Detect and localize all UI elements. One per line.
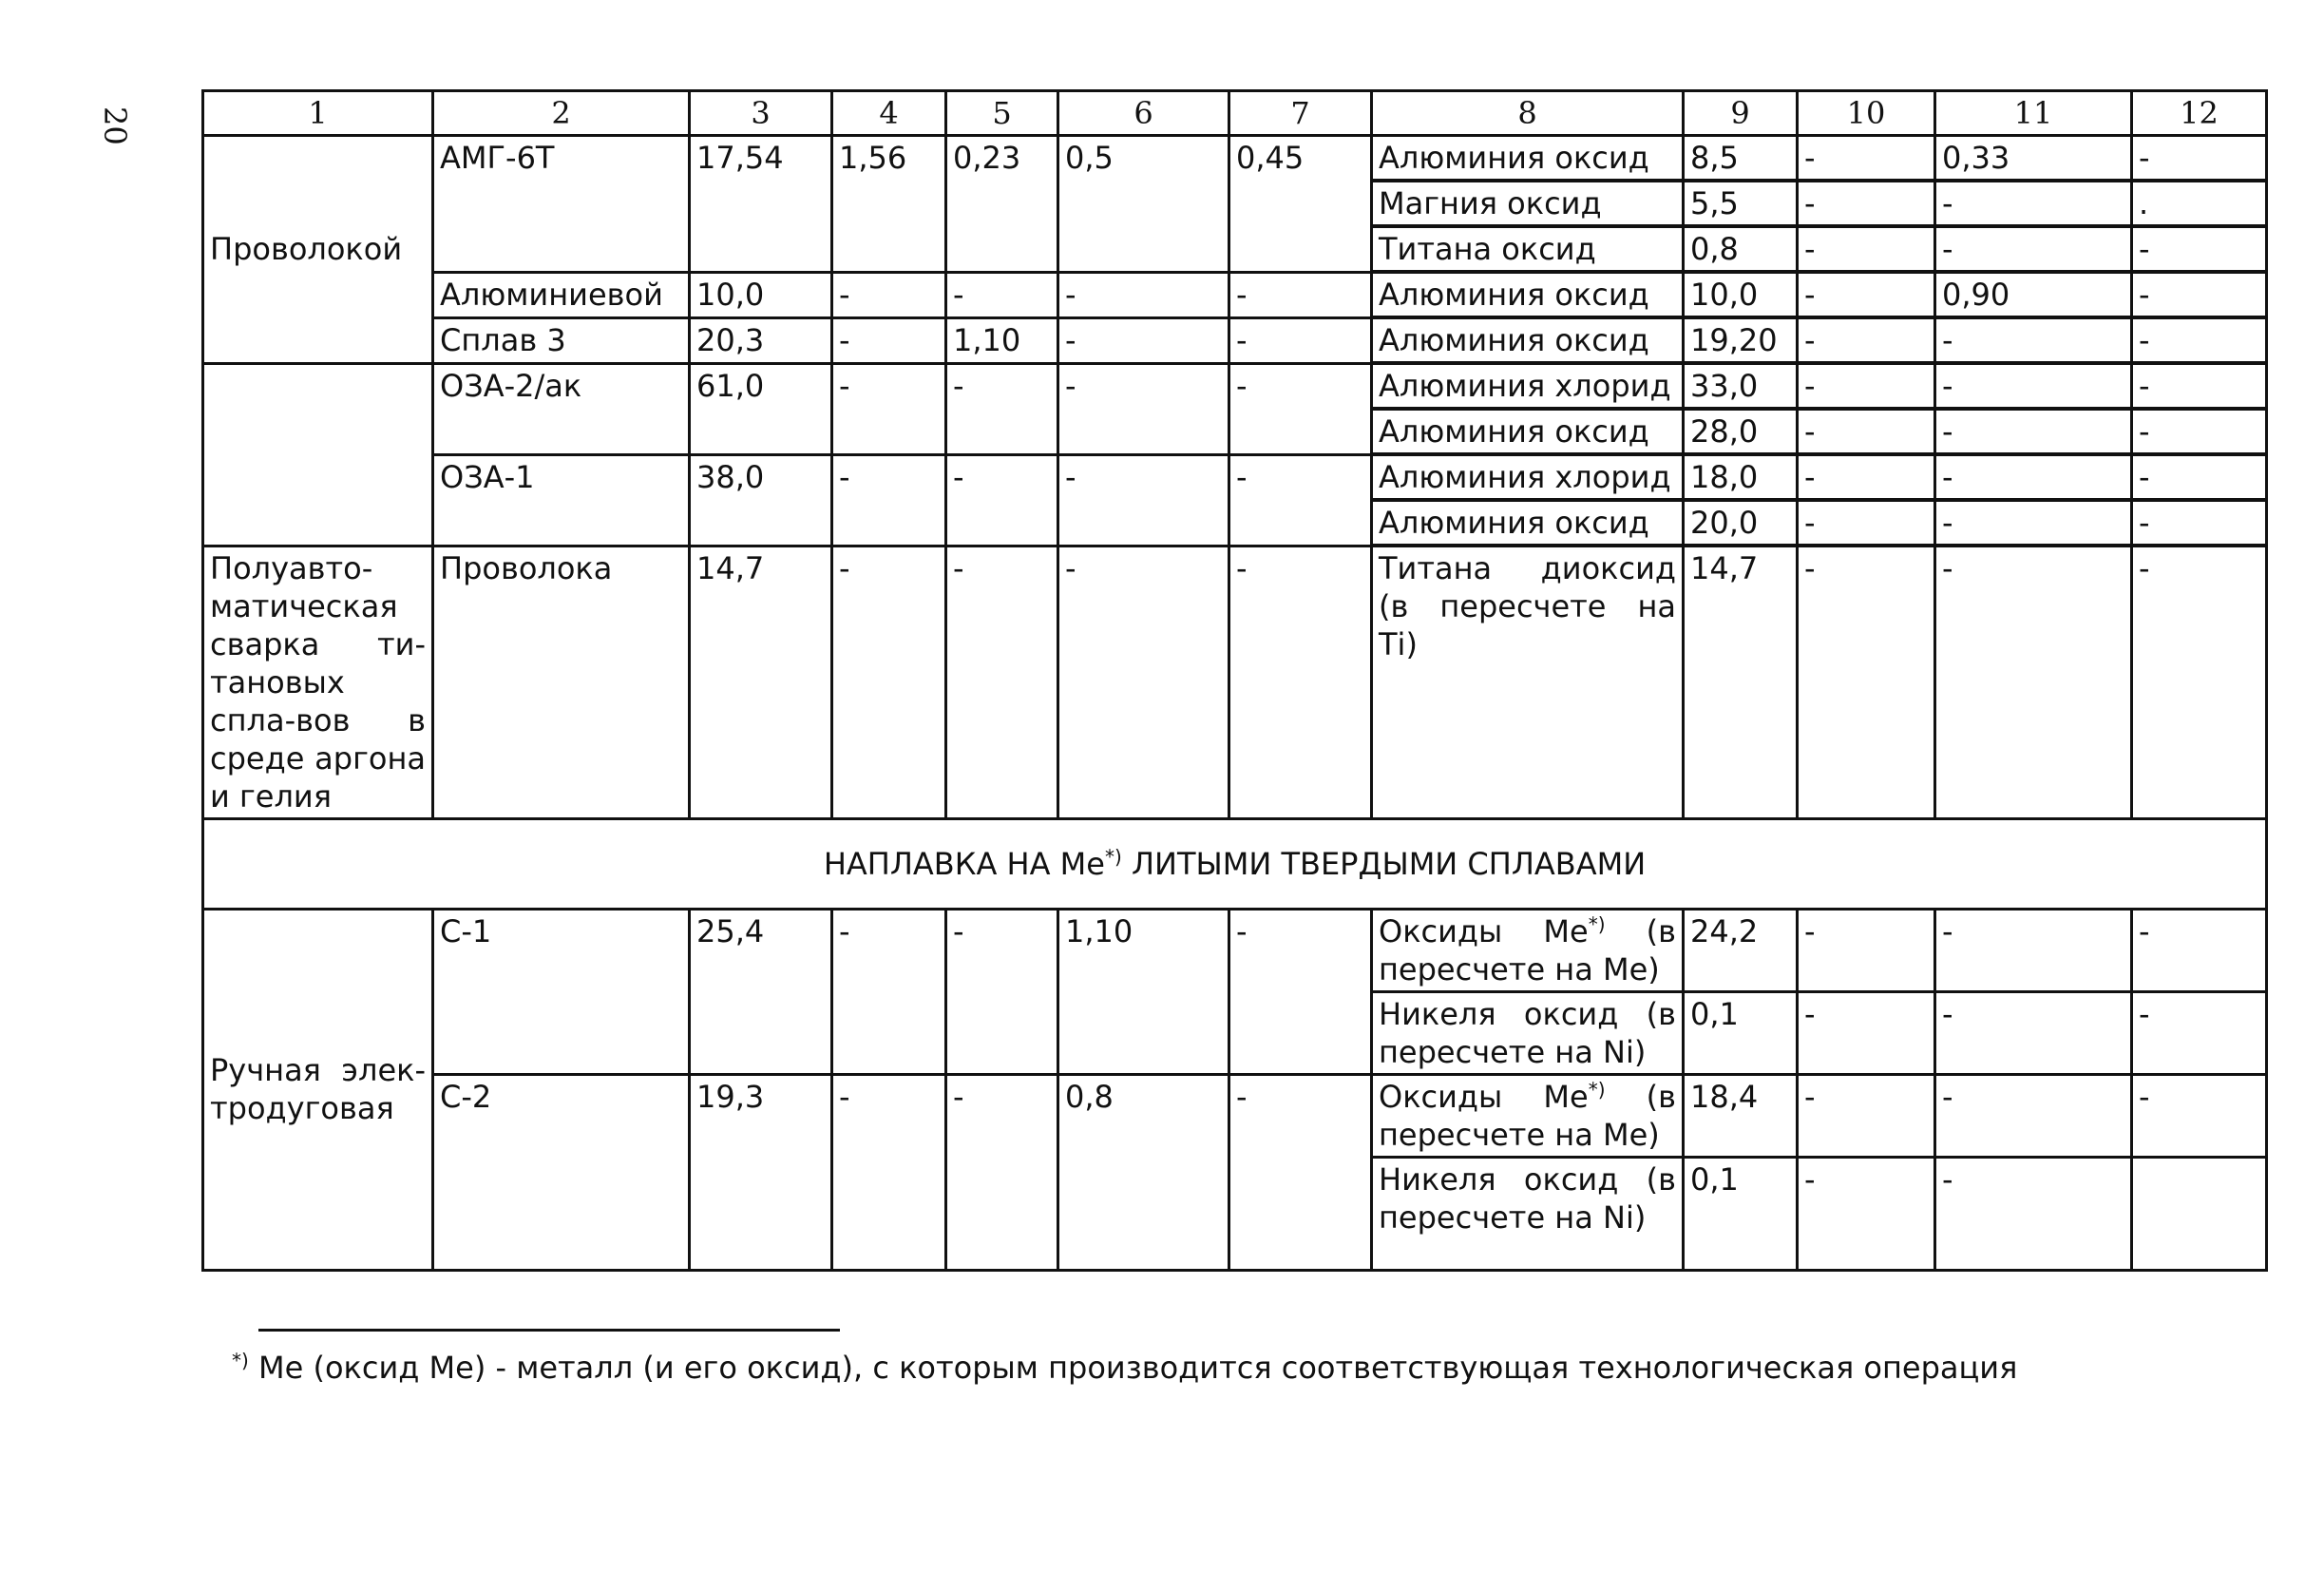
table-cell: -: [2132, 1074, 2267, 1157]
table-row: [203, 317, 2267, 363]
table-cell: 14,7: [1684, 546, 1798, 818]
table-cell: 0,1: [1684, 1157, 1798, 1270]
table-cell: -: [2132, 317, 2267, 363]
emissions-table: [201, 89, 2268, 1272]
table-cell: -: [1935, 500, 2132, 546]
table-cell: -: [832, 1074, 946, 1270]
table-cell: -: [1935, 546, 2132, 818]
table-cell: -: [1058, 272, 1229, 317]
table-cell: 24,2: [1684, 909, 1798, 991]
table-cell: -: [1058, 317, 1229, 363]
table-cell: -: [2132, 226, 2267, 272]
table-cell: -: [832, 272, 946, 317]
table-cell: 0,8: [1058, 1074, 1229, 1270]
table-cell: [1372, 909, 1684, 991]
table-cell: -: [1058, 363, 1229, 454]
header-cell: 6: [1058, 91, 1229, 136]
table-cell: -: [1935, 1157, 2132, 1270]
table-cell: [2132, 1157, 2267, 1270]
table-cell: 0,5: [1058, 136, 1229, 273]
table-cell: -: [1935, 909, 2132, 991]
table-cell: 0,1: [1684, 991, 1798, 1074]
header-cell: 9: [1684, 91, 1798, 136]
table-cell: 25,4: [690, 909, 832, 1074]
table-row: [203, 272, 2267, 317]
table-cell: Алюминиевой: [433, 272, 690, 317]
table-cell: 33,0: [1684, 363, 1798, 409]
header-cell: 10: [1798, 91, 1935, 136]
table-cell: -: [1229, 1074, 1372, 1270]
footnote-rule: [258, 1329, 840, 1332]
table-cell: 0,45: [1229, 136, 1372, 273]
table-cell: Титана диоксид (в пересчете на Тi): [1372, 546, 1684, 818]
table-cell: -: [946, 1074, 1058, 1270]
footnote: [232, 1350, 2017, 1386]
header-cell: 1: [203, 91, 433, 136]
table-cell: Алюминия оксид: [1372, 136, 1684, 182]
table-cell: Алюминия оксид: [1372, 272, 1684, 317]
table-cell: -: [1798, 500, 1935, 546]
oxide-label-rest: (в пересчете на Ме): [1379, 1078, 1676, 1153]
table-cell: 10,0: [690, 272, 832, 317]
table-cell: -: [2132, 454, 2267, 500]
table-cell: -: [946, 909, 1058, 1074]
table-cell: -: [2132, 991, 2267, 1074]
table-cell: 38,0: [690, 454, 832, 546]
table-cell: -: [1798, 454, 1935, 500]
table-cell: -: [1935, 409, 2132, 454]
table-cell: Алюминия оксид: [1372, 409, 1684, 454]
table-cell: -: [2132, 272, 2267, 317]
table-cell: -: [1798, 1074, 1935, 1157]
table-cell: -: [1229, 363, 1372, 454]
table-cell: -: [1798, 317, 1935, 363]
table-cell: 0,23: [946, 136, 1058, 273]
table-cell: -: [1935, 991, 2132, 1074]
header-cell: 5: [946, 91, 1058, 136]
table-cell: Никеля оксид (в пересчете на Ni): [1372, 1157, 1684, 1270]
table-cell: Алюминия оксид: [1372, 500, 1684, 546]
group-cell-manual: Ручная элек-тродуговая: [203, 909, 433, 1270]
section-title-rest: ЛИТЫМИ ТВЕРДЫМИ СПЛАВАМИ: [1121, 845, 1647, 882]
page-number: 20: [97, 106, 133, 145]
table-cell: ОЗА-1: [433, 454, 690, 546]
footnote-mark: *): [232, 1349, 249, 1372]
section-title: [203, 818, 2267, 909]
table-cell: Проволока: [433, 546, 690, 818]
table-cell: -: [1229, 272, 1372, 317]
table-row: [203, 546, 2267, 818]
table-cell: 1,56: [832, 136, 946, 273]
table-cell: -: [1935, 226, 2132, 272]
table-cell: .: [2132, 181, 2267, 226]
header-cell: 8: [1372, 91, 1684, 136]
table-cell: -: [1935, 1074, 2132, 1157]
table-cell: -: [2132, 136, 2267, 182]
table-row: [203, 363, 2267, 409]
table-cell: 28,0: [1684, 409, 1798, 454]
table-cell: 5,5: [1684, 181, 1798, 226]
table-cell: [1372, 1074, 1684, 1157]
table-cell: -: [1798, 1157, 1935, 1270]
table-cell: -: [1798, 181, 1935, 226]
table-cell: -: [946, 454, 1058, 546]
table-cell: -: [1798, 546, 1935, 818]
section-title-footnote-mark: *): [1104, 844, 1122, 868]
group-cell-semi-auto: Полуавто-матическая сварка ти-тановых спла-вов в среде аргона и гелия: [203, 546, 433, 818]
group-cell-empty: [203, 363, 433, 546]
table-cell: ОЗА-2/ак: [433, 363, 690, 454]
footnote-text: Ме (оксид Ме) - металл (и его оксид), с которым производится соответствующая технологическая операция: [248, 1350, 2018, 1386]
footnote-mark: *): [1588, 911, 1606, 935]
table-cell: -: [1229, 546, 1372, 818]
table-cell: -: [2132, 546, 2267, 818]
table-cell: АМГ-6Т: [433, 136, 690, 273]
table-cell: -: [946, 363, 1058, 454]
table-cell: Магния оксид: [1372, 181, 1684, 226]
header-cell: 2: [433, 91, 690, 136]
table-cell: 17,54: [690, 136, 832, 273]
table-cell: 0,33: [1935, 136, 2132, 182]
table-cell: 8,5: [1684, 136, 1798, 182]
table-cell: -: [1935, 317, 2132, 363]
table-cell: -: [1058, 454, 1229, 546]
table-row: [203, 136, 2267, 182]
section-title-text: НАПЛАВКА НА Ме: [823, 845, 1105, 882]
table-cell: 14,7: [690, 546, 832, 818]
table-cell: -: [1798, 226, 1935, 272]
table-cell: -: [2132, 409, 2267, 454]
table-cell: -: [832, 454, 946, 546]
table-cell: 0,8: [1684, 226, 1798, 272]
table-cell: 10,0: [1684, 272, 1798, 317]
table-cell: -: [1058, 546, 1229, 818]
table-cell: С-2: [433, 1074, 690, 1270]
table-cell: 18,4: [1684, 1074, 1798, 1157]
table-cell: Никеля оксид (в пересчете на Ni): [1372, 991, 1684, 1074]
table-cell: -: [832, 317, 946, 363]
table-row: [203, 1074, 2267, 1157]
table-cell: -: [1935, 454, 2132, 500]
table-cell: -: [832, 909, 946, 1074]
oxide-label: Оксиды Ме: [1379, 912, 1589, 949]
oxide-label-rest: (в пересчете на Ме): [1379, 912, 1676, 987]
table-cell: 19,3: [690, 1074, 832, 1270]
table-cell: 0,90: [1935, 272, 2132, 317]
header-cell: 7: [1229, 91, 1372, 136]
table-cell: -: [1798, 409, 1935, 454]
table-cell: Алюминия оксид: [1372, 317, 1684, 363]
header-cell: 4: [832, 91, 946, 136]
table-cell: -: [946, 272, 1058, 317]
table-cell: 18,0: [1684, 454, 1798, 500]
table-cell: 20,0: [1684, 500, 1798, 546]
footnote-mark: *): [1588, 1077, 1606, 1101]
table-row: [203, 454, 2267, 500]
table-cell: 61,0: [690, 363, 832, 454]
header-row: [203, 91, 2267, 136]
table-cell: 20,3: [690, 317, 832, 363]
table-cell: С-1: [433, 909, 690, 1074]
table-cell: Сплав 3: [433, 317, 690, 363]
table-cell: 1,10: [1058, 909, 1229, 1074]
table-cell: -: [1935, 181, 2132, 226]
table-cell: -: [946, 546, 1058, 818]
table-cell: -: [1798, 136, 1935, 182]
table-cell: -: [832, 546, 946, 818]
group-cell-wire: Проволокой: [203, 136, 433, 364]
table-cell: -: [832, 363, 946, 454]
oxide-label: Оксиды Ме: [1379, 1078, 1589, 1115]
table-cell: -: [1798, 363, 1935, 409]
table-cell: -: [1798, 909, 1935, 991]
table-row: [203, 909, 2267, 991]
header-cell: 11: [1935, 91, 2132, 136]
table-cell: Алюминия хлорид: [1372, 454, 1684, 500]
table-cell: -: [1229, 909, 1372, 1074]
table-cell: 1,10: [946, 317, 1058, 363]
table-cell: -: [1935, 363, 2132, 409]
section-row: [203, 818, 2267, 909]
table-cell: -: [1798, 272, 1935, 317]
table-cell: -: [2132, 909, 2267, 991]
table-cell: -: [2132, 363, 2267, 409]
table-cell: Титана оксид: [1372, 226, 1684, 272]
table-cell: Алюминия хлорид: [1372, 363, 1684, 409]
header-cell: 12: [2132, 91, 2267, 136]
header-cell: 3: [690, 91, 832, 136]
table-cell: -: [1798, 991, 1935, 1074]
table-cell: -: [1229, 317, 1372, 363]
table-cell: 19,20: [1684, 317, 1798, 363]
table-cell: -: [2132, 500, 2267, 546]
table-cell: -: [1229, 454, 1372, 546]
